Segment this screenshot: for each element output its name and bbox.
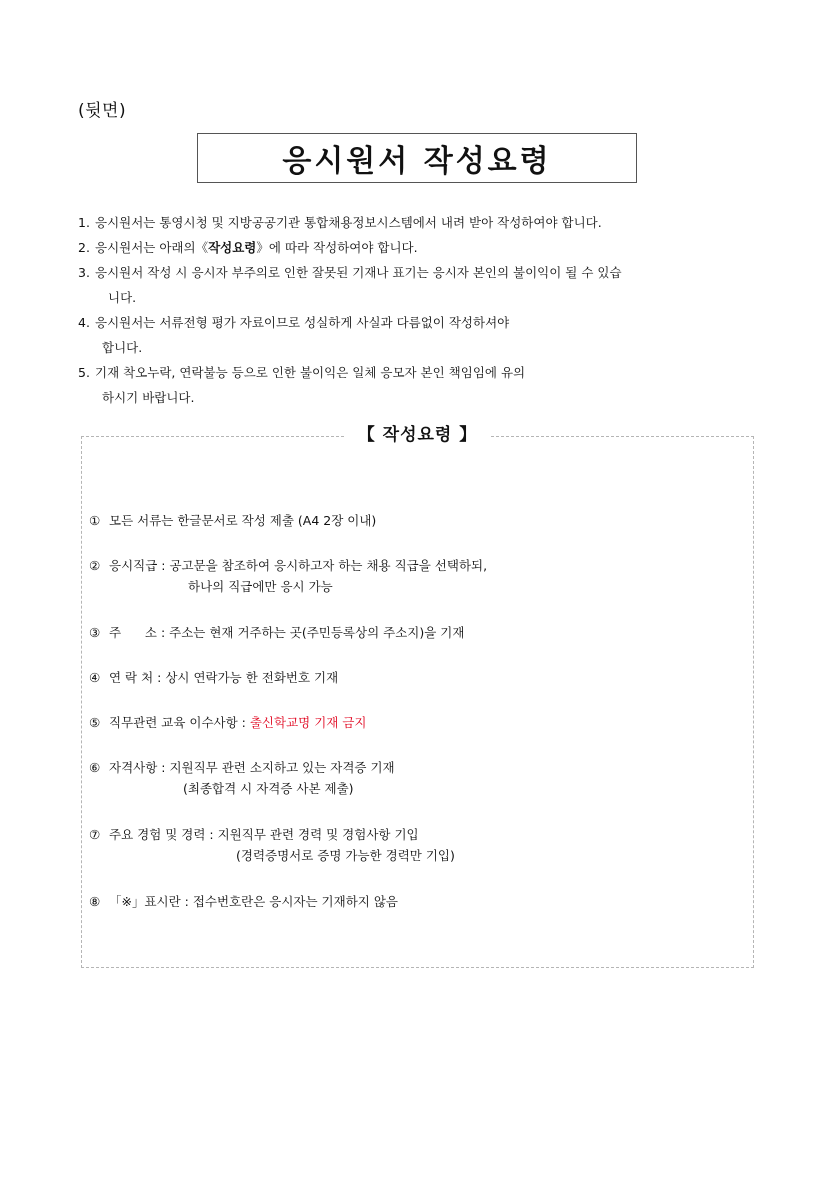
guide-item-number: ⑥ [89, 760, 101, 775]
instruction-continuation: 합니다. [102, 340, 143, 355]
guide-item-text: 연 락 처 : 상시 연락가능 한 전화번호 기재 [109, 670, 339, 685]
guide-item-text: 주요 경험 및 경력 : 지원직무 관련 경력 및 경험사항 기입 [109, 827, 419, 842]
instruction-continuation: 하시기 바랍니다. [102, 390, 195, 405]
instruction-number: 4. [78, 315, 90, 330]
instruction-number: 5. [78, 365, 90, 380]
guide-item-number: ⑤ [89, 715, 101, 730]
guide-item-number: ① [89, 513, 101, 528]
instruction-item [78, 235, 758, 260]
guide-item-number: ③ [89, 625, 101, 640]
instruction-item [78, 310, 758, 360]
guide-item [89, 757, 395, 799]
title-box [197, 133, 637, 183]
instruction-text: 응시원서는 아래의《 [95, 240, 209, 255]
instructions-list [78, 210, 758, 410]
instruction-text: 응시원서 작성 시 응시자 부주의로 인한 잘못된 기재나 표기는 응시자 본인의 불이익이 될 수 있습 [95, 265, 622, 280]
guide-item [89, 510, 376, 531]
page-side-label: (뒷면) [78, 101, 127, 121]
guide-item-continuation: 하나의 직급에만 응시 가능 [188, 579, 333, 594]
guide-item [89, 667, 338, 688]
guide-item-text: 자격사항 : 지원직무 관련 소지하고 있는 자격증 기재 [109, 760, 395, 775]
instruction-item [78, 210, 758, 235]
instruction-text: 응시원서는 서류전형 평가 자료이므로 성실하게 사실과 다름없이 작성하셔야 [95, 315, 510, 330]
guide-item-text: 주 소 : 주소는 현재 거주하는 곳(주민등록상의 주소지)을 기재 [109, 625, 465, 640]
guide-item-text: 모든 서류는 한글문서로 작성 제출 (A4 2장 이내) [109, 513, 377, 528]
instruction-text: 응시원서는 통영시청 및 지방공공기관 통합채용정보시스템에서 내려 받아 작성하여야 합니다. [95, 215, 602, 230]
guide-item-number: ④ [89, 670, 101, 685]
guide-item-text: 직무관련 교육 이수사항 : [109, 715, 250, 730]
guide-item [89, 712, 366, 733]
guide-item [89, 622, 464, 643]
guide-item-number: ② [89, 558, 101, 573]
instruction-continuation: 니다. [108, 290, 137, 305]
guide-item [89, 891, 398, 912]
guide-item-text: 응시직급 : 공고문을 참조하여 응시하고자 하는 채용 직급을 선택하되, [109, 558, 488, 573]
guide-item-warning: 출신학교명 기재 금지 [249, 715, 367, 730]
instruction-number: 1. [78, 215, 90, 230]
guide-item-number: ⑧ [89, 894, 101, 909]
instruction-number: 3. [78, 265, 90, 280]
guide-item [89, 555, 487, 597]
document-title: 응시원서 작성요령 [282, 144, 552, 179]
instruction-emphasis: 작성요령 [208, 240, 257, 255]
instruction-item [78, 260, 758, 310]
guide-item-number: ⑦ [89, 827, 101, 842]
guide-item [89, 824, 455, 866]
instruction-item [78, 360, 758, 410]
guide-heading: 【 작성요령 】 [344, 421, 492, 449]
guide-item-continuation: (경력증명서로 증명 가능한 경력만 기입) [236, 848, 455, 863]
instruction-text: 》에 따라 작성하여야 합니다. [256, 240, 418, 255]
instruction-number: 2. [78, 240, 90, 255]
guide-item-continuation: (최종합격 시 자격증 사본 제출) [183, 781, 354, 796]
guide-item-text: 「※」표시란 : 접수번호란은 응시자는 기재하지 않음 [109, 894, 398, 909]
instruction-text: 기재 착오누락, 연락불능 등으로 인한 불이익은 일체 응모자 본인 책임임에 유의 [95, 365, 526, 380]
